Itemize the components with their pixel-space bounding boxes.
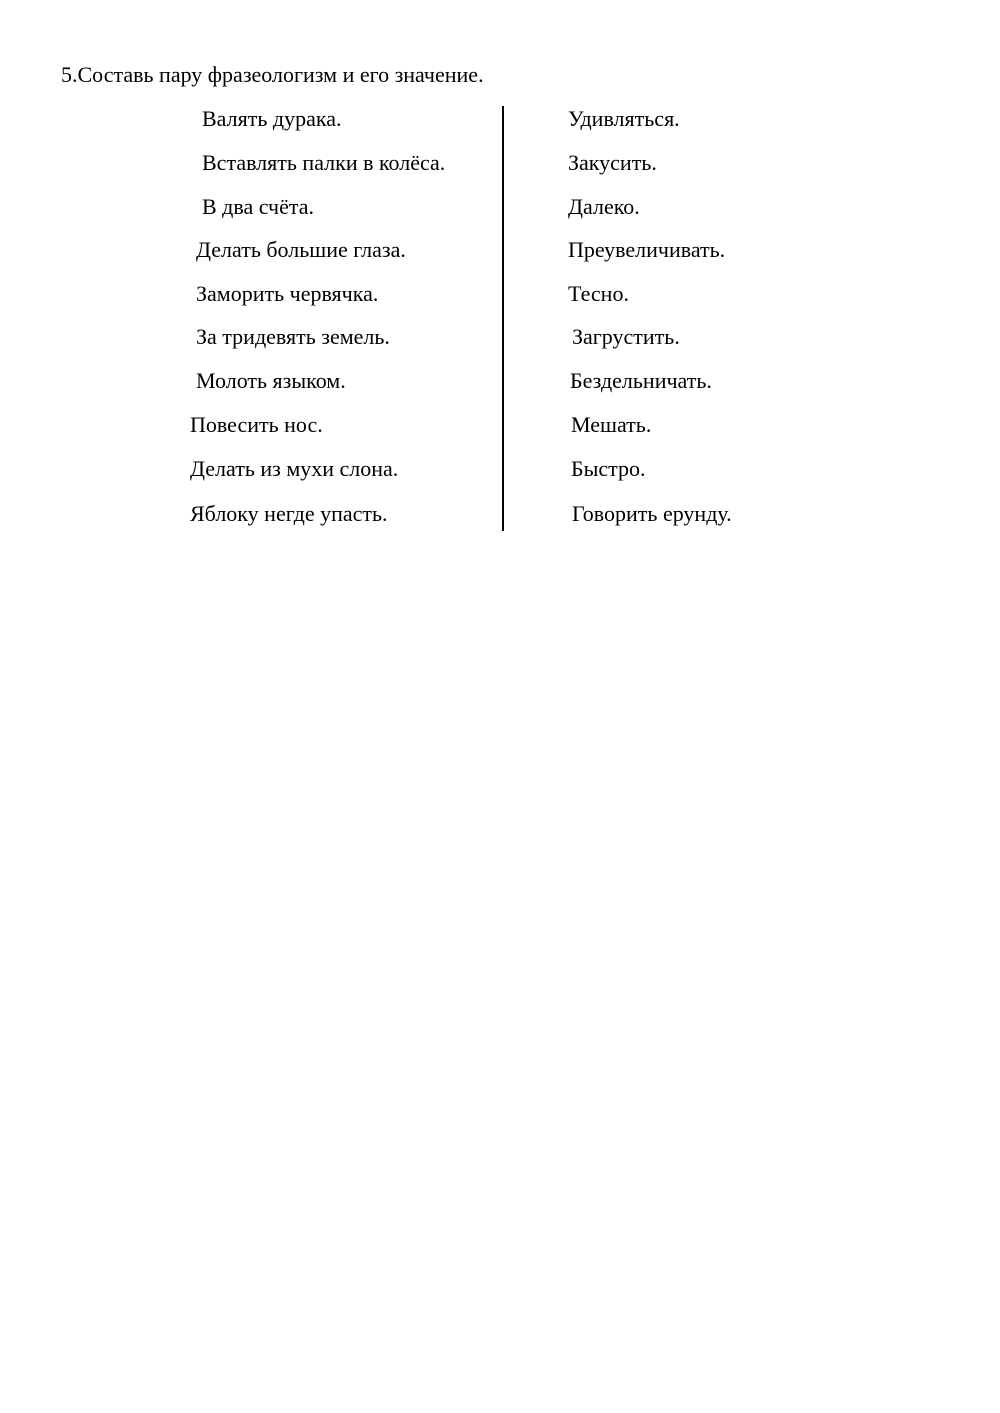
- phrase-item[interactable]: Заморить червячка.: [196, 281, 379, 306]
- phrase-item[interactable]: Делать из мухи слона.: [190, 456, 399, 481]
- column-divider: [502, 106, 504, 531]
- phrase-item[interactable]: В два счёта.: [202, 194, 315, 219]
- meaning-item[interactable]: Бездельничать.: [570, 368, 712, 393]
- meaning-item[interactable]: Удивляться.: [568, 106, 680, 131]
- meaning-item[interactable]: Говорить ерунду.: [572, 501, 732, 526]
- phrase-item[interactable]: Повесить нос.: [190, 412, 323, 437]
- phrase-item[interactable]: Валять дурака.: [202, 106, 342, 131]
- meaning-item[interactable]: Преувеличивать.: [568, 237, 726, 262]
- meaning-item[interactable]: Тесно.: [568, 281, 629, 306]
- meaning-item[interactable]: Быстро.: [571, 456, 646, 481]
- phrase-item[interactable]: За тридевять земель.: [196, 324, 390, 349]
- phrase-item[interactable]: Молоть языком.: [196, 368, 346, 393]
- meaning-item[interactable]: Загрустить.: [572, 324, 680, 349]
- phrase-item[interactable]: Яблоку негде упасть.: [190, 501, 388, 526]
- meaning-item[interactable]: Закусить.: [568, 150, 657, 175]
- meaning-item[interactable]: Мешать.: [571, 412, 652, 437]
- meaning-item[interactable]: Далеко.: [568, 194, 640, 219]
- phrase-item[interactable]: Делать большие глаза.: [196, 237, 406, 262]
- task-title: 5.Составь пару фразеологизм и его значение.: [61, 62, 484, 87]
- phrase-item[interactable]: Вставлять палки в колёса.: [202, 150, 446, 175]
